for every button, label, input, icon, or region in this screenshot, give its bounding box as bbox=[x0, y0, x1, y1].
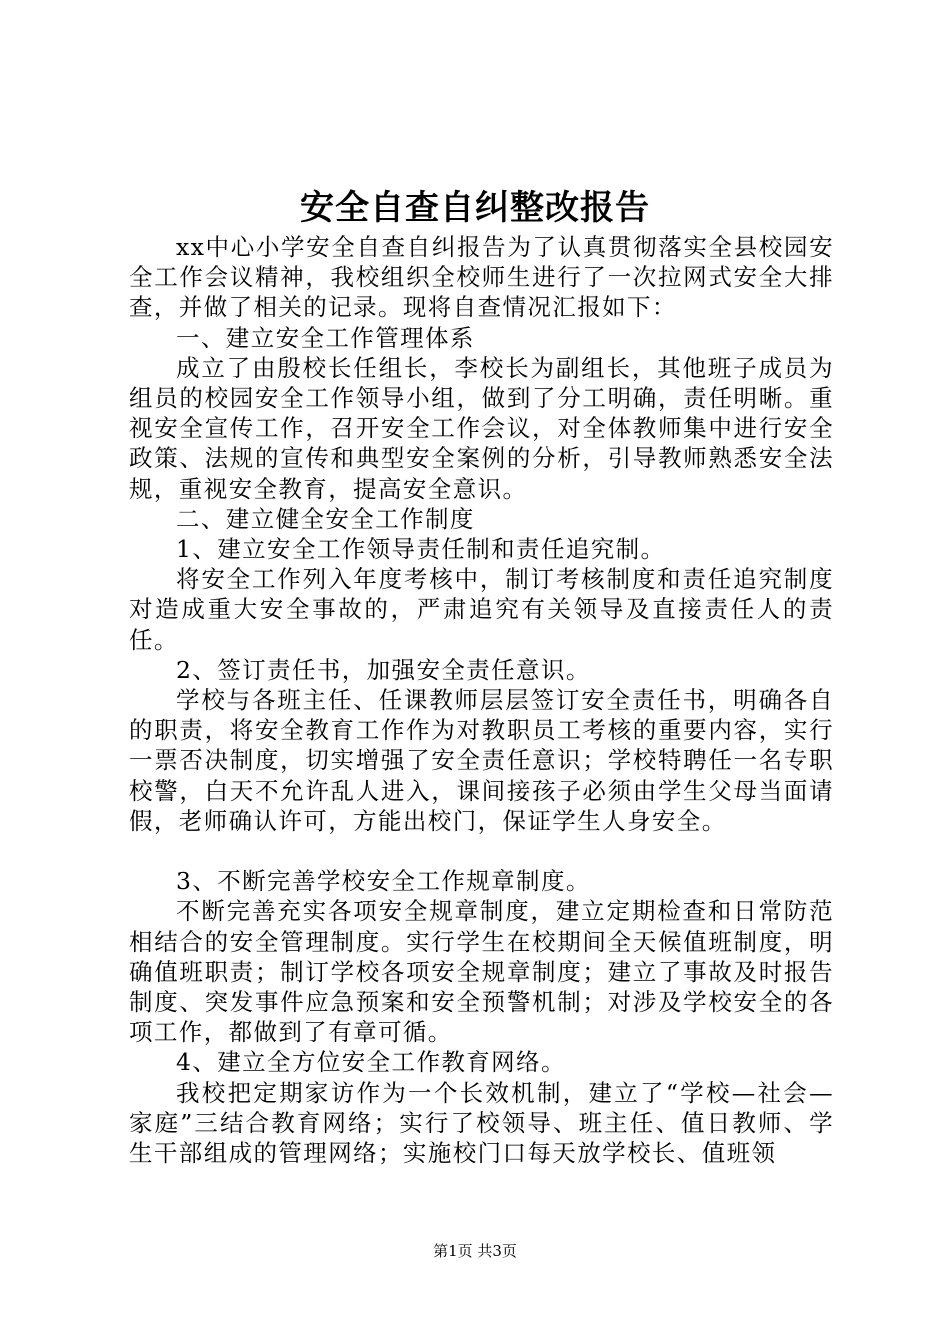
document-body bbox=[129, 232, 834, 1168]
paragraph: 成立了由殷校长任组长，李校长为副组长，其他班子成员为组员的校园安全工作领导小组，做到了分工明确，责任明晰。重视安全宣传工作，召开安全工作会议，对全体教师集中进行安全政策、法规的宣传和典型安全案例的分析，引导教师熟悉安全法规，重视安全教育，提高安全意识。 bbox=[129, 353, 834, 503]
paragraph: xx中心小学安全自查自纠报告为了认真贯彻落实全县校园安全工作会议精神，我校组织全校师生进行了一次拉网式安全大排查，并做了相关的记录。现将自查情况汇报如下： bbox=[129, 233, 834, 322]
paragraph: 将安全工作列入年度考核中，制订考核制度和责任追究制度对造成重大安全事故的，严肃追究有关领导及直接责任人的责任。 bbox=[129, 565, 834, 654]
page-footer: 第1页 共3页 bbox=[433, 1242, 517, 1260]
section-heading: 二、建立健全安全工作制度 bbox=[176, 504, 475, 533]
subsection-heading: 2、签订责任书，加强安全责任意识。 bbox=[176, 655, 591, 684]
subsection-heading: 1、建立安全工作领导责任制和责任追究制。 bbox=[176, 535, 666, 564]
document-title: 安全自查自纠整改报告 bbox=[300, 188, 650, 228]
paragraph: 不断完善充实各项安全规章制度，建立定期检查和日常防范相结合的安全管理制度。实行学生在校期间全天候值班制度，明确值班职责；制订学校各项安全规章制度；建立了事故及时报告制度、突发事件应急预案和安全预警机制；对涉及学校安全的各项工作，都做到了有章可循。 bbox=[129, 897, 834, 1047]
section-heading: 一、建立安全工作管理体系 bbox=[176, 323, 475, 352]
paragraph: 学校与各班主任、任课教师层层签订安全责任书，明确各自的职责，将安全教育工作作为对教职员工考核的重要内容，实行一票否决制度，切实增强了安全责任意识；学校特聘任一名专职校警，白天不允许乱人进入，课间接孩子必须由学生父母当面请假，老师确认许可，方能出校门，保证学生人身安全。 bbox=[129, 686, 834, 835]
paragraph: 我校把定期家访作为一个长效机制，建立了“学校—社会—家庭”三结合教育网络；实行了校领导、班主任、值日教师、学生干部组成的管理网络；实施校门口每天放学校长、值班领 bbox=[129, 1078, 834, 1168]
blank-line bbox=[129, 836, 834, 866]
subsection-heading: 3、不断完善学校安全工作规章制度。 bbox=[176, 867, 591, 896]
subsection-heading: 4、建立全方位安全工作教育网络。 bbox=[176, 1048, 566, 1077]
